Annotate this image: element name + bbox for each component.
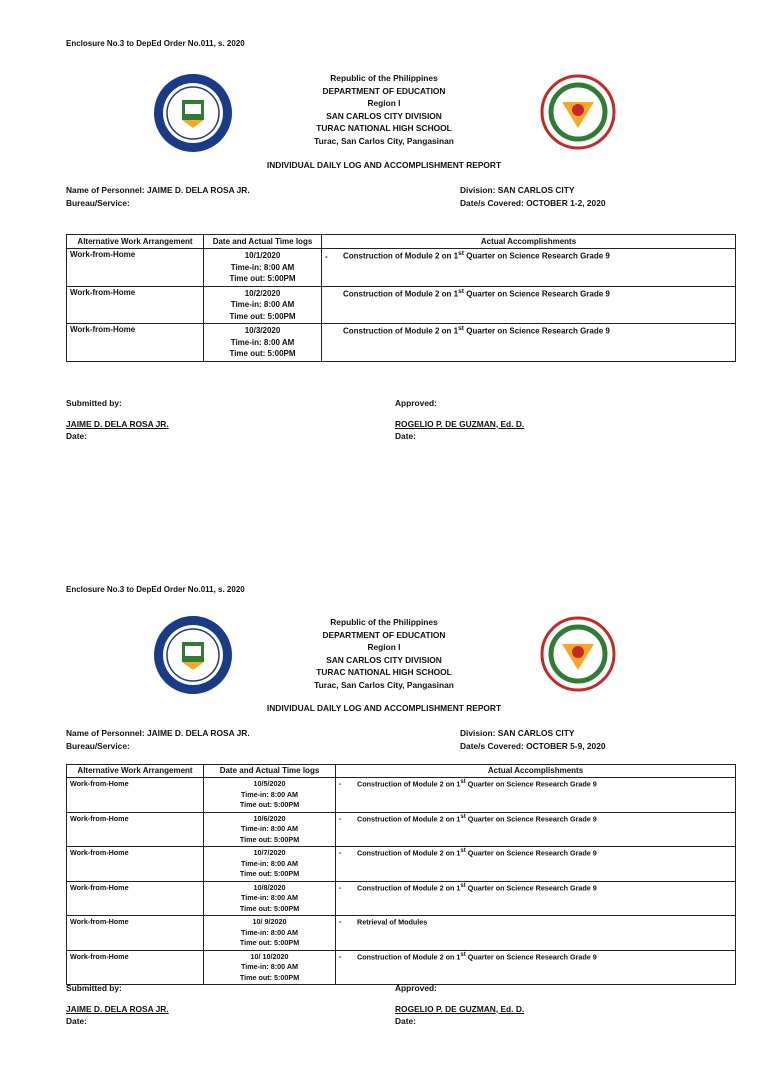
bullet: -	[339, 882, 342, 892]
report-title: INDIVIDUAL DAILY LOG AND ACCOMPLISHMENT REPORT	[266, 160, 502, 170]
accomplishment-text: Retrieval of Modules	[357, 917, 428, 927]
time-out: Time out: 5:00PM	[229, 274, 296, 283]
table-row	[67, 249, 736, 287]
personnel-info	[66, 184, 250, 209]
accomplishment-cell	[336, 950, 736, 985]
accomplishment-text: Construction of Module 2 on 1	[357, 882, 461, 892]
division-name: Division: SAN CARLOS CITY	[460, 185, 575, 195]
column-header: Actual Accomplishments	[336, 765, 736, 778]
accomplishment-cell	[322, 324, 736, 362]
daily-log-table	[66, 764, 736, 985]
division-name: Division: SAN CARLOS CITY	[460, 728, 575, 738]
header-line: SAN CARLOS CITY DIVISION	[326, 654, 442, 665]
time-in: Time-in: 8:00 AM	[240, 893, 299, 902]
bullet: -	[339, 813, 342, 823]
ordinal-suffix: st	[458, 325, 465, 332]
arrangement-cell: Work-from-Home	[67, 812, 204, 847]
column-header: Actual Accomplishments	[322, 235, 736, 249]
column-header: Date and Actual Time logs	[204, 235, 322, 249]
time-out: Time out: 5:00PM	[239, 903, 300, 913]
submitted-name: JAIME D. DELA ROSA JR.	[66, 418, 169, 429]
accomplishment-text: Construction of Module 2 on 1	[357, 951, 461, 961]
time-in: Time-in: 8:00 AM	[240, 789, 299, 799]
header-line: Region I	[367, 642, 401, 652]
bureau-service: Bureau/Service:	[66, 197, 130, 208]
report-page-1	[0, 0, 768, 540]
accomplishment-text: Construction of Module 2 on 1	[357, 848, 461, 858]
division-info	[460, 727, 606, 752]
log-date: 10/5/2020	[253, 779, 286, 788]
accomplishment-cell	[336, 916, 736, 951]
time-out: Time out: 5:00PM	[229, 311, 296, 321]
approved-by-block	[395, 982, 524, 1028]
ordinal-suffix: st	[460, 951, 466, 958]
bullet: -	[339, 848, 342, 858]
header-line: DEPARTMENT OF EDUCATION	[322, 85, 446, 96]
approved-label: Approved:	[395, 398, 437, 408]
accomplishment-text: Quarter on Science Research Grade 9	[464, 251, 610, 261]
accomplishment-cell	[322, 286, 736, 324]
agency-header	[0, 72, 768, 147]
dates-covered: Date/s Covered: OCTOBER 5-9, 2020	[460, 740, 606, 751]
bullet: -	[325, 251, 328, 261]
table-header-row	[67, 765, 736, 778]
column-header: Alternative Work Arrangement	[67, 235, 204, 249]
personnel-name: Name of Personnel: JAIME D. DELA ROSA JR.	[66, 185, 250, 195]
report-title: INDIVIDUAL DAILY LOG AND ACCOMPLISHMENT REPORT	[266, 703, 502, 713]
bullet: -	[339, 779, 342, 789]
division-seal-icon	[540, 74, 616, 150]
time-log-cell	[204, 916, 336, 951]
submitted-date: Date:	[66, 431, 87, 441]
arrangement-cell: Work-from-Home	[67, 881, 204, 916]
header-line: TURAC NATIONAL HIGH SCHOOL	[316, 667, 452, 677]
log-date: 10/1/2020	[244, 251, 281, 260]
submitted-name: JAIME D. DELA ROSA JR.	[66, 1003, 169, 1014]
accomplishment-text: Quarter on Science Research Grade 9	[465, 951, 597, 961]
time-in: Time-in: 8:00 AM	[230, 300, 295, 309]
time-log-cell	[204, 286, 322, 324]
report-page-2	[0, 546, 768, 1086]
time-log-cell	[204, 847, 336, 882]
header-line: Republic of the Philippines	[330, 617, 438, 627]
approved-name: ROGELIO P. DE GUZMAN, Ed. D.	[395, 1003, 525, 1014]
time-log-cell	[204, 812, 336, 847]
time-out: Time out: 5:00PM	[229, 349, 296, 358]
table-row	[67, 847, 736, 882]
table-row	[67, 881, 736, 916]
accomplishment-text: Construction of Module 2 on 1	[343, 289, 459, 299]
bullet: -	[339, 917, 342, 927]
accomplishment-text: Quarter on Science Research Grade 9	[465, 813, 597, 823]
log-date: 10/7/2020	[253, 848, 286, 857]
time-out: Time out: 5:00PM	[239, 972, 300, 982]
accomplishment-cell	[322, 249, 736, 287]
accomplishment-text: Quarter on Science Research Grade 9	[465, 779, 597, 789]
time-log-cell	[204, 881, 336, 916]
table-row	[67, 324, 736, 362]
time-out: Time out: 5:00PM	[239, 800, 300, 809]
bureau-service: Bureau/Service:	[66, 740, 130, 751]
arrangement-cell: Work-from-Home	[67, 324, 204, 362]
time-out: Time out: 5:00PM	[239, 834, 300, 844]
accomplishment-text: Quarter on Science Research Grade 9	[464, 326, 610, 336]
enclosure-note: Enclosure No.3 to DepEd Order No.011, s. 2020	[66, 585, 245, 594]
column-header: Date and Actual Time logs	[204, 765, 336, 778]
submitted-label: Submitted by:	[66, 983, 122, 993]
accomplishment-cell	[336, 881, 736, 916]
log-date: 10/3/2020	[244, 326, 281, 335]
accomplishment-text: Quarter on Science Research Grade 9	[465, 848, 597, 858]
accomplishment-text: Quarter on Science Research Grade 9	[465, 882, 597, 892]
dates-covered: Date/s Covered: OCTOBER 1-2, 2020	[460, 197, 606, 208]
accomplishment-text: Quarter on Science Research Grade 9	[464, 289, 610, 299]
time-log-cell	[204, 324, 322, 362]
accomplishment-text: Construction of Module 2 on 1	[357, 779, 461, 789]
accomplishment-text: Construction of Module 2 on 1	[343, 251, 459, 261]
accomplishment-cell	[336, 778, 736, 813]
approved-date: Date:	[395, 431, 416, 441]
approved-label: Approved:	[395, 983, 437, 993]
time-out: Time out: 5:00PM	[239, 869, 300, 878]
agency-header	[0, 616, 768, 691]
accomplishment-text: Construction of Module 2 on 1	[343, 326, 459, 336]
submitted-date: Date:	[66, 1016, 87, 1026]
header-line: Republic of the Philippines	[330, 73, 438, 83]
log-date: 10/8/2020	[253, 882, 286, 892]
approved-by-block	[395, 397, 524, 443]
header-line: Turac, San Carlos City, Pangasinan	[314, 679, 454, 690]
table-row	[67, 812, 736, 847]
table-row	[67, 778, 736, 813]
arrangement-cell: Work-from-Home	[67, 286, 204, 324]
time-in: Time-in: 8:00 AM	[230, 262, 295, 272]
arrangement-cell: Work-from-Home	[67, 950, 204, 985]
daily-log-table	[66, 234, 736, 362]
submitted-by-block	[66, 982, 169, 1028]
time-log-cell	[204, 950, 336, 985]
division-info	[460, 184, 606, 209]
time-in: Time-in: 8:00 AM	[240, 962, 299, 971]
arrangement-cell: Work-from-Home	[67, 847, 204, 882]
header-line: Region I	[367, 98, 401, 108]
time-in: Time-in: 8:00 AM	[240, 927, 299, 937]
header-line: TURAC NATIONAL HIGH SCHOOL	[316, 123, 452, 133]
log-date: 10/2/2020	[244, 288, 281, 298]
accomplishment-cell	[336, 812, 736, 847]
log-date: 10/ 9/2020	[252, 917, 287, 926]
time-in: Time-in: 8:00 AM	[230, 337, 295, 347]
log-date: 10/ 10/2020	[250, 951, 289, 961]
submitted-label: Submitted by:	[66, 398, 122, 408]
table-row	[67, 286, 736, 324]
table-row	[67, 916, 736, 951]
time-in: Time-in: 8:00 AM	[240, 858, 299, 868]
arrangement-cell: Work-from-Home	[67, 916, 204, 951]
header-line: Turac, San Carlos City, Pangasinan	[314, 135, 454, 146]
table-row	[67, 950, 736, 985]
ordinal-suffix: st	[458, 250, 465, 257]
header-line: DEPARTMENT OF EDUCATION	[322, 629, 446, 640]
approved-date: Date:	[395, 1016, 416, 1026]
approved-name: ROGELIO P. DE GUZMAN, Ed. D.	[395, 418, 525, 429]
accomplishment-text: Construction of Module 2 on 1	[357, 813, 461, 823]
column-header: Alternative Work Arrangement	[67, 765, 204, 778]
arrangement-cell: Work-from-Home	[67, 778, 204, 813]
personnel-info	[66, 727, 250, 752]
header-line: SAN CARLOS CITY DIVISION	[326, 110, 442, 121]
submitted-by-block	[66, 397, 169, 443]
ordinal-suffix: st	[460, 882, 466, 889]
table-header-row	[67, 235, 736, 249]
ordinal-suffix: st	[460, 813, 466, 820]
accomplishment-cell	[336, 847, 736, 882]
log-date: 10/6/2020	[253, 813, 286, 823]
ordinal-suffix: st	[460, 848, 466, 854]
arrangement-cell: Work-from-Home	[67, 249, 204, 287]
enclosure-note: Enclosure No.3 to DepEd Order No.011, s. 2020	[66, 39, 245, 48]
time-log-cell	[204, 778, 336, 813]
time-log-cell	[204, 249, 322, 287]
ordinal-suffix: st	[458, 287, 465, 295]
ordinal-suffix: st	[460, 779, 466, 785]
time-in: Time-in: 8:00 AM	[240, 824, 299, 833]
division-seal-icon	[540, 616, 616, 692]
personnel-name: Name of Personnel: JAIME D. DELA ROSA JR.	[66, 728, 250, 738]
bullet: -	[339, 951, 342, 961]
time-out: Time out: 5:00PM	[239, 938, 300, 947]
